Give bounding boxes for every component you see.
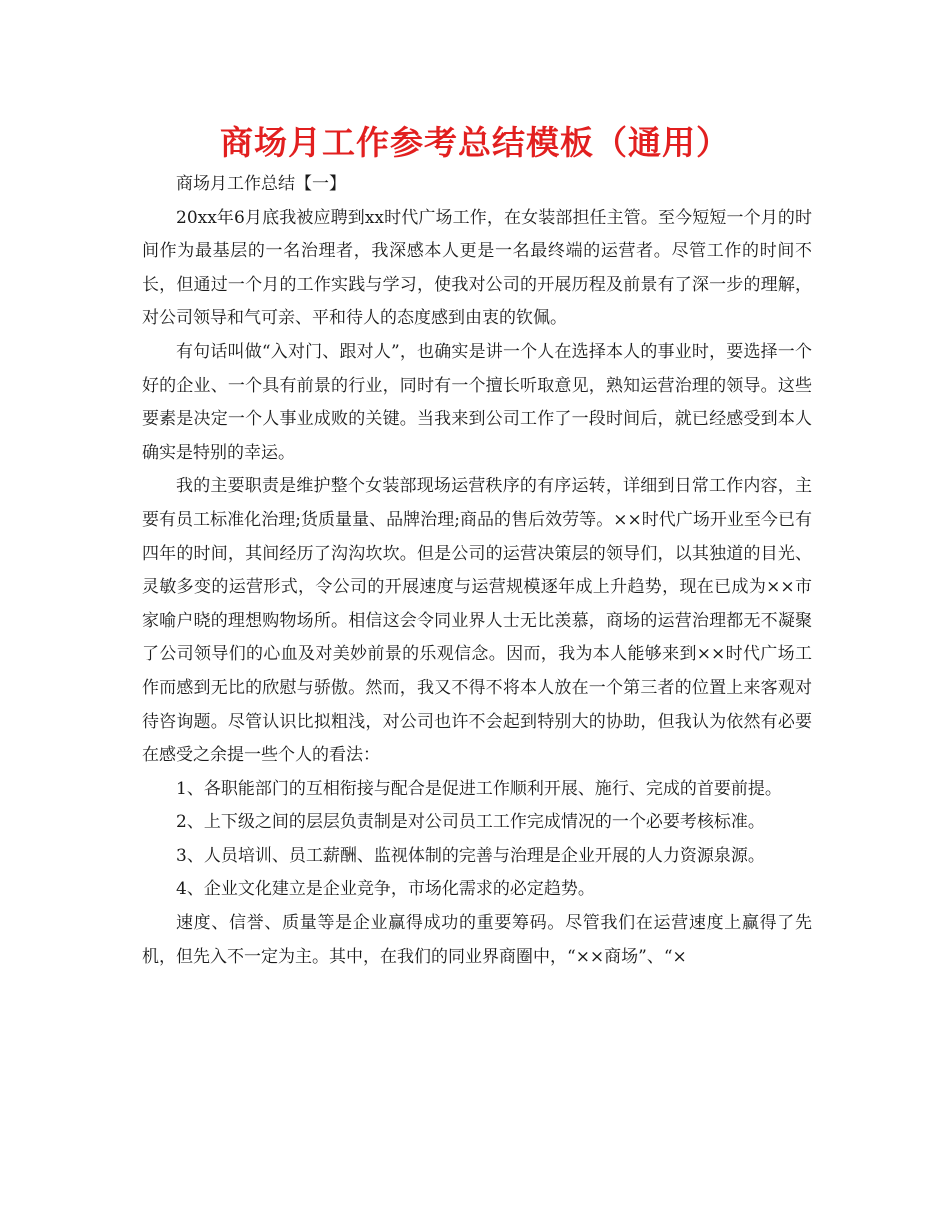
- list-item: 1、各职能部门的互相衔接与配合是促进工作顺利开展、施行、完成的首要前提。: [176, 778, 782, 799]
- list-item: 3、人员培训、员工薪酬、监视体制的完善与治理是企业开展的人力资源泉源。: [176, 845, 765, 866]
- list-item: 4、企业文化建立是企业竞争，市场化需求的必定趋势。: [176, 879, 595, 900]
- paragraph: 我的主要职责是维护整个女装部现场运营秩序的有序运转，详细到日常工作内容，主要有员工标准化治理;货质量量、品牌治理;商品的售后效劳等。××时代广场开业至今已有四年的时间，其间经历了沟沟坎坎。但是公司的运营决策层的领导们，以其独道的目光、灵敏多变的运营形式，令公司的开展速度与运营规模逐年成上升趋势，现在已成为××市家喻户晓的理想购物场所。相信这会令同业界人士无比羡慕，商场的运营治理都无不凝聚了公司领导们的心血及对美妙前景的乐观信念。因而，我为本人能够来到××时代广场工作而感到无比的欣慰与骄傲。然而，我又不得不将本人放在一个第三者的位置上来客观对待咨询题。尽管认识比拟粗浅，对公司也许不会起到特别大的协助，但我认为依然有必要在感受之余提一些个人的看法：: [142, 476, 812, 766]
- list-item: 2、上下级之间的层层负责制是对公司员工工作完成情况的一个必要考核标准。: [176, 812, 765, 833]
- paragraph: 20xx年6月底我被应聘到xx时代广场工作，在女装部担任主管。至今短短一个月的时间作为最基层的一名治理者，我深感本人更是一名最终端的运营者。尽管工作的时间不长，但通过一个月的工作实践与学习，使我对公司的开展历程及前景有了深一步的理解，对公司领导和气可亲、平和待人的态度感到由衷的钦佩。: [142, 207, 812, 329]
- paragraph-section-heading: 商场月工作总结【一】: [176, 174, 346, 194]
- document-body: [142, 168, 812, 974]
- paragraph: 有句话叫做“入对门、跟对人”，也确实是讲一个人在选择本人的事业时，要选择一个好的企业、一个具有前景的行业，同时有一个擅长听取意见，熟知运营治理的领导。这些要素是决定一个人事业成败的关键。当我来到公司工作了一段时间后，就已经感受到本人确实是特别的幸运。: [142, 341, 812, 463]
- document-title: 商场月工作参考总结模板（通用）: [220, 123, 730, 162]
- paragraph: 速度、信誉、质量等是企业赢得成功的重要筹码。尽管我们在运营速度上赢得了先机，但先入不一定为主。其中，在我们的同业界商圈中，“××商场”、“×: [142, 913, 812, 967]
